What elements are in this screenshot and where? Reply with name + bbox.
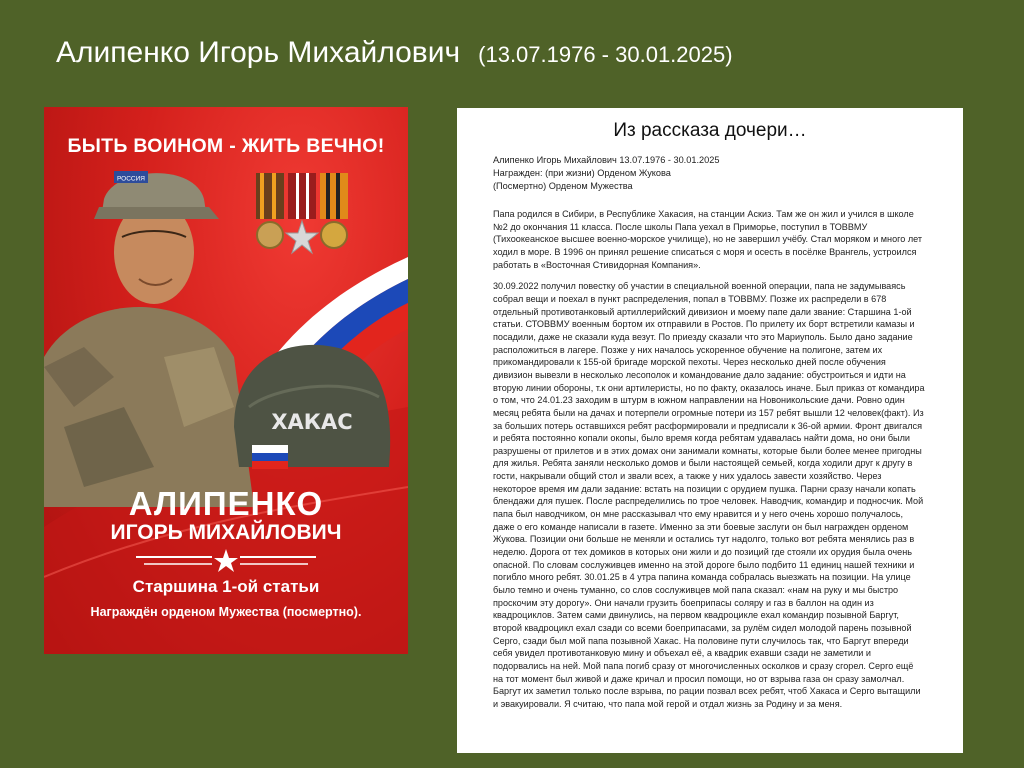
cap-patch-text: РОССИЯ <box>116 175 146 183</box>
header-line: (Посмертно) Орденом Мужества <box>493 181 633 192</box>
poster-artwork <box>44 107 408 654</box>
document-header <box>493 154 933 194</box>
title-dates: (13.07.1976 - 30.01.2025) <box>478 42 733 67</box>
header-line: Алипенко Игорь Михайлович 13.07.1976 - 30.01.2025 <box>493 155 720 165</box>
poster-slogan: БЫТЬ ВОИНОМ - ЖИТЬ ВЕЧНО! <box>67 135 385 157</box>
slide-title <box>56 36 733 70</box>
poster-award: Награждён орденом Мужества (посмертно). <box>90 605 362 619</box>
poster-fullname: ИГОРЬ МИХАЙЛОВИЧ <box>110 521 342 544</box>
poster-surname: АЛИПЕНКО <box>128 485 324 522</box>
helmet-image <box>234 345 390 469</box>
medals <box>256 173 348 253</box>
header-line: Награжден: (при жизни) Орденом Жукова <box>493 168 671 179</box>
document-heading: Из рассказа дочери… <box>613 120 807 141</box>
memorial-poster <box>44 107 408 654</box>
helmet-text: ХАКАС <box>271 410 353 434</box>
story-document <box>457 108 963 753</box>
title-name: Алипенко Игорь Михайлович <box>56 36 461 69</box>
soldier-photo <box>44 171 254 507</box>
helmet-flag <box>252 445 288 453</box>
poster-rank: Старшина 1-ой статьи <box>132 577 320 596</box>
story-paragraph: Папа родился в Сибири, в Республике Хакасия, на станции Аскиз. Там же он жил и учился в школе №2 до окончания 11 класса. После школы Папа уехал в Приморье, поступил в ТОВВМУ (Тихоокеанское высшее военно-морское училище), но не завершил учёбу. Стал моряком и много лет ходил в море. В 1996 он принял решение списаться с моря и осесть в посёлке Врангель, устроился работать в «Восточная Стивидорная Компания». <box>493 209 923 270</box>
document-body <box>493 208 925 720</box>
story-paragraph: 30.09.2022 получил повестку об участии в специальной военной операции, папа не задумываясь собрал вещи и поехал в пункт распределения, попал в ТОВВМУ. Позже их распредели в 678 отдельный противотанковый артиллерийский дивизион и моему папе дали звание: Старшина 1-ой статьи. СТОВВМУ военным бортом их отправили в Ростов. По прилету их борт встретили камазы и посадили, даже не сказали куда везут. По приезду сказали что это Мариуполь. Было дано задание расположиться в лагере. Позже у них началось ускоренное обучение на полигоне, затем их прикомандировали к 155-ой бригаде морской пехоты. Через несколько дней после обучения дивизион вывезли в несколько лесополок и командование дало задание: обустроиться и идти на вторую линии обороны, т.к они артилеристы, но по факту, оказалось иначе. Был приказ от командира о том, что 24.01.23 заходим в штурм в южном направлении на Новоникольские дачи. Ровно один месяц ребята были на дачах и потерпели огромные потери из 157 ребят вышли 12 человек(факт). Из за больших потерь оставшихся ребят расформировали и предписали к 36-ой армии. Фронт двигался и ребята постоянно копали окопы, было время когда ребятам удавалась найти дома, но они были разрушены от прилетов и в этих домах они занимали комнаты, которые были более менее пригодны для жилья. Ребята заняли несколько домов и были настоящей семьей, когда ходили друг к другу в гости, накрывали общий стол и звали всех, а также у них удалось завести хозяйство. Через некоторое время им дали задание: встать на позиции с орудием пушка. Парни сразу начали копать блендажи для пушек. После распределились по трое человек. Наводчик, командир и подносчик. Мой папа был наводчиком, он мне рассказывал что ему нравится и у него очень хорошо получалось, даже о его команде написали в газете. Именно за эти боевые заслуги он был награжден орденом Жукова. Позиции они больше не меняли и остались тут надолго, только вот ребята менялись раз в неделю. Дорога от тех домиков в которых они жили и до позиций где стояли их орудия была очень опасной. По словам сослуживцев именно на этой дороге было подбито 11 единиц нашей техники и погибло много ребят. 30.01.25 в 4 утра папина команда собралась выезжать на позиции. На улице было темно и очень туманно, со слов сослуживцев мой папа сказал: «нам на руку и мы быстро проскочим эту дорогу». Они начали грузить боеприпасы соляру и газ в баллон на один из квадроциклов. Затем сами двинулись, на первом квадроцикле ехал командир позывной Баргут, второй квадроцикл ехал сзади со всеми боеприпасами, за рулём сидел молодой парень позывной Серго, сзади был мой папа позывной Хакас. На половине пути случилось так, что Баргут впереди себя увидел противотанковую мину и объехал её, а квадрик ехавши сзади не заметили и подорвались на ней. Мой папа погиб сразу от многочисленных осколков и сразу сгорел. Серго ещё на тот момент был живой и даже кричал и просил помощи, но от взрыва газа он сразу замолчал. Баргут их заметил только после взрыва, по рации позвал всех ребят, чтоб Хакаса и Серго вытащили и эвакуировали. Я считаю, что папа мой герой и отдал жизнь за Родину и за меня. <box>493 281 925 709</box>
